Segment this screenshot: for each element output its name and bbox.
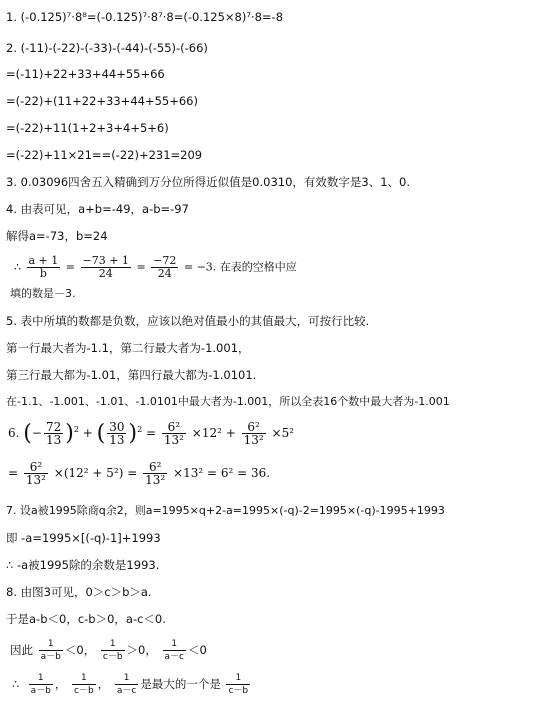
solution-2-step1: =(-11)+22+33+44+55+66 bbox=[6, 67, 165, 81]
solution-5-line: 5. 表中所填的数都是负数，应该以绝对值最小的其值最大，可按行比较. bbox=[6, 314, 370, 328]
solution-5-conclusion: 在-1.1、-1.001、-1.01、-1.0101中最大者为-1.001，所以全表16个数中最大者为-1.001 bbox=[6, 395, 450, 408]
solution-8-since: 因此 $\frac{1}{a-b}$ ＜0， $\frac{1}{c-b}$ ＞0， $\frac{1}{a-c}$ ＜0 bbox=[10, 639, 207, 662]
solution-4-solve: 解得a=-73，b=24 bbox=[6, 229, 108, 243]
solution-3-line: 3. 0.03096四舍五入精确到万分位所得近似值是0.0310，有效数字是3、1、0. bbox=[6, 175, 411, 189]
solution-4-equation: ∴ $\frac{a + 1}{b}$ = $\frac{-73 + 1}{24}$ = $\frac{-72}{24}$ = −3. 在表的空格中应 bbox=[14, 254, 297, 280]
solution-1-line: 1. (-0.125)⁷·8⁸=(-0.125)⁷·8⁷·8=(-0.125×8)⁷·8=-8 bbox=[6, 10, 284, 24]
solution-5-row34: 第三行最大都为-1.01，第四行最大都为-1.0101. bbox=[6, 368, 257, 382]
solution-4-answer: 填的数是－3. bbox=[10, 287, 76, 300]
solution-8-step: 于是a-b＜0，c-b＞0，a-c＜0. bbox=[6, 612, 166, 626]
solution-4-line: 4. 由表可见，a+b=-49，a-b=-97 bbox=[6, 202, 189, 216]
fraction: $\frac{-73 + 1}{24}$ bbox=[82, 254, 129, 280]
fraction: $\frac{a + 1}{b}$ bbox=[28, 254, 59, 280]
solution-7-conclusion: ∴ -a被1995除的余数是1993. bbox=[6, 558, 160, 572]
solution-6-line2: = $\frac{\text{6²}}{\text{13²}}$ ×(12² + 5²) = $\frac{\text{6²}}{\text{13²}}$ ×13² = 6² = 36. bbox=[8, 460, 271, 487]
fraction: $\frac{-72}{24}$ bbox=[153, 254, 177, 280]
solution-8-line: 8. 由图3可见，0＞c＞b＞a. bbox=[6, 585, 152, 599]
solution-2-step3: =(-22)+11(1+2+3+4+5+6) bbox=[6, 121, 169, 135]
therefore-symbol: ∴ bbox=[14, 260, 21, 274]
solution-7-line: 7. 设a被1995除商q余2，则a=1995×q+2-a=1995×(-q)-2=1995×(-q)-1995+1993 bbox=[6, 504, 445, 517]
solution-5-row12: 第一行最大者为-1.1，第二行最大者为-1.001， bbox=[6, 341, 250, 355]
solution-2-step2: =(-22)+(11+22+33+44+55+66) bbox=[6, 94, 198, 108]
solution-2-line: 2. (-11)-(-22)-(-33)-(-44)-(-55)-(-66) bbox=[6, 41, 208, 55]
solution-6-line1: 6. (− $\frac{72}{13}$ )$^2$ + ( $\frac{30}{13}$ )$^2$ = $\frac{\text{6²}}{\text{13²}}$ ×12² + $\frac{\text{6²}}{\text{13²}}$ ×5² bbox=[8, 420, 295, 447]
solution-8-therefore: ∴ $\frac{1}{a-b}$ ， $\frac{1}{c-b}$ ， $\frac{1}{a-c}$ 是最大的一个是 $\frac{1}{c-b}$ bbox=[12, 673, 249, 696]
solution-2-step4: =(-22)+11×21==(-22)+231=209 bbox=[6, 148, 203, 162]
solution-7-step: 即 -a=1995×[(-q)-1]+1993 bbox=[6, 531, 161, 545]
